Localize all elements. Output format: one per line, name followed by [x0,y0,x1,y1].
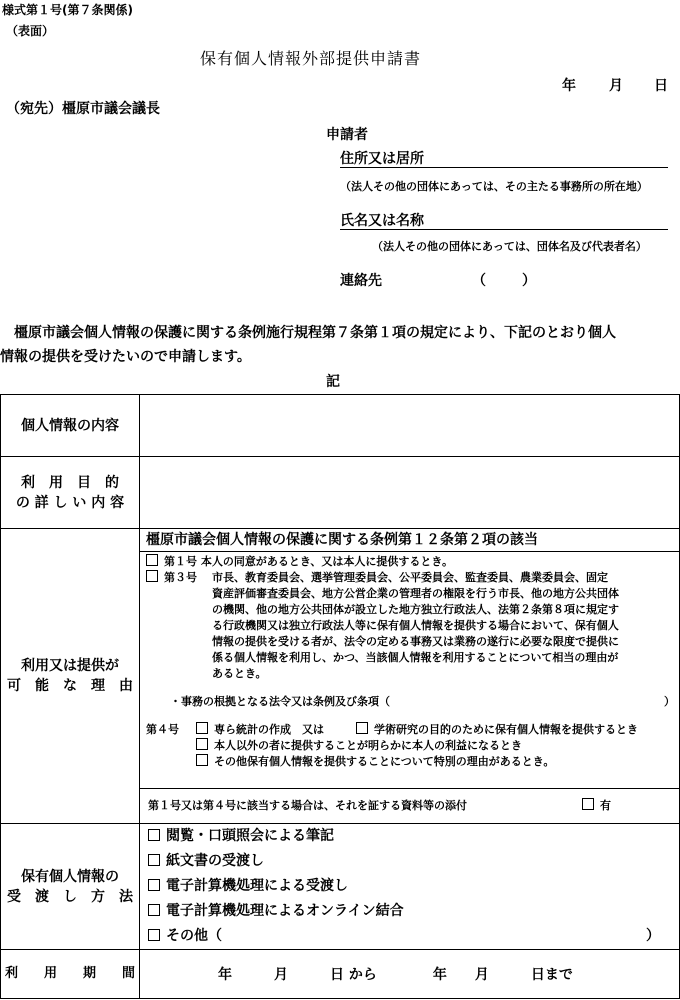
content-label: 個人情報の内容 [1,395,140,457]
item4-a-checkbox[interactable] [196,722,208,734]
item3-head-row[interactable]: 第３号 [146,570,197,586]
method-option-1[interactable]: 閲覧・口頭照会による筆記 [140,824,679,849]
purpose-label: 利 用 目 的 の 詳 し い 内 容 [1,457,140,529]
method-option-2[interactable]: 紙文書の受渡し [140,849,679,874]
reason-header: 橿原市議会個人情報の保護に関する条例第１２条第２項の該当 [140,529,679,552]
method-option-4[interactable]: 電子計算機処理によるオンライン結合 [140,899,679,924]
item4-c-row[interactable]: 本人以外の者に提供することが明らかに本人の利益になるとき [196,738,522,754]
item4-c-checkbox[interactable] [196,738,208,750]
attach-note: 第１号又は第４号に該当する場合は、それを証する資料等の添付 [148,799,467,812]
row-method [1,824,680,950]
item3-line-4: る行政機関又は独立行政法人等に保有個人情報を提供する場合において、保有個人 [212,619,619,632]
item3-line-2: 資産評価審査委員会、地方公営企業の管理者の権限を行う市長、他の地方公共団体 [212,587,619,600]
item4-a-row[interactable]: 専ら統計の作成 又は [196,722,324,738]
item3-line-3: の機関、他の地方公共団体が設立した地方独立行政法人、法第２条第８項に規定す [212,603,619,616]
reason-cell [140,529,680,824]
contact-label: 連絡先 [340,273,382,289]
method-label: 保有個人情報の 受 渡 し 方 法 [1,824,140,950]
form-side: （表面） [6,24,55,38]
attach-yes-checkbox[interactable] [582,798,594,810]
item3-line-7: あるとき。 [212,667,267,680]
address-note: （法人その他の団体にあっては、その主たる事務所の所在地） [340,180,648,193]
basis-field[interactable] [426,694,658,708]
method-option-5[interactable]: その他（ ） [140,924,679,949]
item1-row[interactable]: 第１号 本人の同意があるとき、又は本人に提供するとき。 [146,554,453,570]
name-field[interactable] [340,210,668,230]
content-field[interactable] [140,395,680,457]
method-2-checkbox[interactable] [148,854,160,866]
reason-label: 利用又は提供が 可 能 な 理 由 [1,529,140,824]
request-table [0,394,680,999]
item3-checkbox[interactable] [146,570,158,582]
method-5-checkbox[interactable] [148,929,160,941]
form-number: 様式第１号(第７条関係) [2,3,133,17]
attach-row [140,789,679,823]
row-period [1,950,680,999]
method-other-close: ） [646,928,660,944]
name-note: （法人その他の団体にあっては、団体名及び代表者名） [372,240,647,253]
item4-d-checkbox[interactable] [196,754,208,766]
item3-line-5: 情報の提供を受ける者が、法令の定める事務又は業務の遂行に必要な限度で提供に [212,635,619,648]
applicant-label: 申請者 [326,127,368,143]
contact-paren-open: （ [472,273,486,289]
item4-b-row[interactable]: 学術研究の目的のために保有個人情報を提供するとき [356,722,638,738]
intro-line-2: 情報の提供を受けたいので申請します。 [0,349,251,365]
item3-line-1: 市長、教育委員会、選挙管理委員会、公平委員会、監査委員、農業委員会、固定 [212,571,608,584]
method-1-checkbox[interactable] [148,829,160,841]
address-field[interactable] [340,148,668,168]
ki-label: 記 [326,374,340,390]
period-field[interactable]: 年 月 日 から 年 月 日まで [140,950,680,999]
item1-checkbox[interactable] [146,554,158,566]
address-label: 住所又は居所 [340,151,424,167]
method-4-checkbox[interactable] [148,904,160,916]
method-3-checkbox[interactable] [148,879,160,891]
intro-line-1: 橿原市議会個人情報の保護に関する条例施行規程第７条第１項の規定により、下記のとおり個人 [0,325,616,341]
basis-close: ） [664,695,675,708]
row-purpose [1,457,680,529]
reason-items [140,552,679,789]
contact-paren-close: ） [522,273,536,289]
item4-head: 第４号 [146,723,179,736]
addressee: （宛先）橿原市議会議長 [6,101,160,117]
name-label: 氏名又は名称 [340,213,424,229]
basis-label: ・事務の根拠となる法令又は条例及び条項（ [170,695,390,708]
purpose-field[interactable] [140,457,680,529]
document-title: 保有個人情報外部提供申請書 [200,49,422,68]
row-content [1,395,680,457]
date-month: 月 [609,78,623,94]
row-reason [1,529,680,824]
method-cell [140,824,680,950]
item4-b-checkbox[interactable] [356,722,368,734]
item3-line-6: 係る個人情報を利用し、かつ、当該個人情報を利用することについて相当の理由が [212,651,619,664]
attach-yes-row[interactable]: 有 [582,798,611,814]
method-option-3[interactable]: 電子計算機処理による受渡し [140,874,679,899]
item4-d-row[interactable]: その他保有個人情報を提供することについて特別の理由があるとき。 [196,754,554,770]
date-year: 年 [562,78,576,94]
date-day: 日 [654,78,668,94]
period-label: 利 用 期 間 [1,950,140,999]
